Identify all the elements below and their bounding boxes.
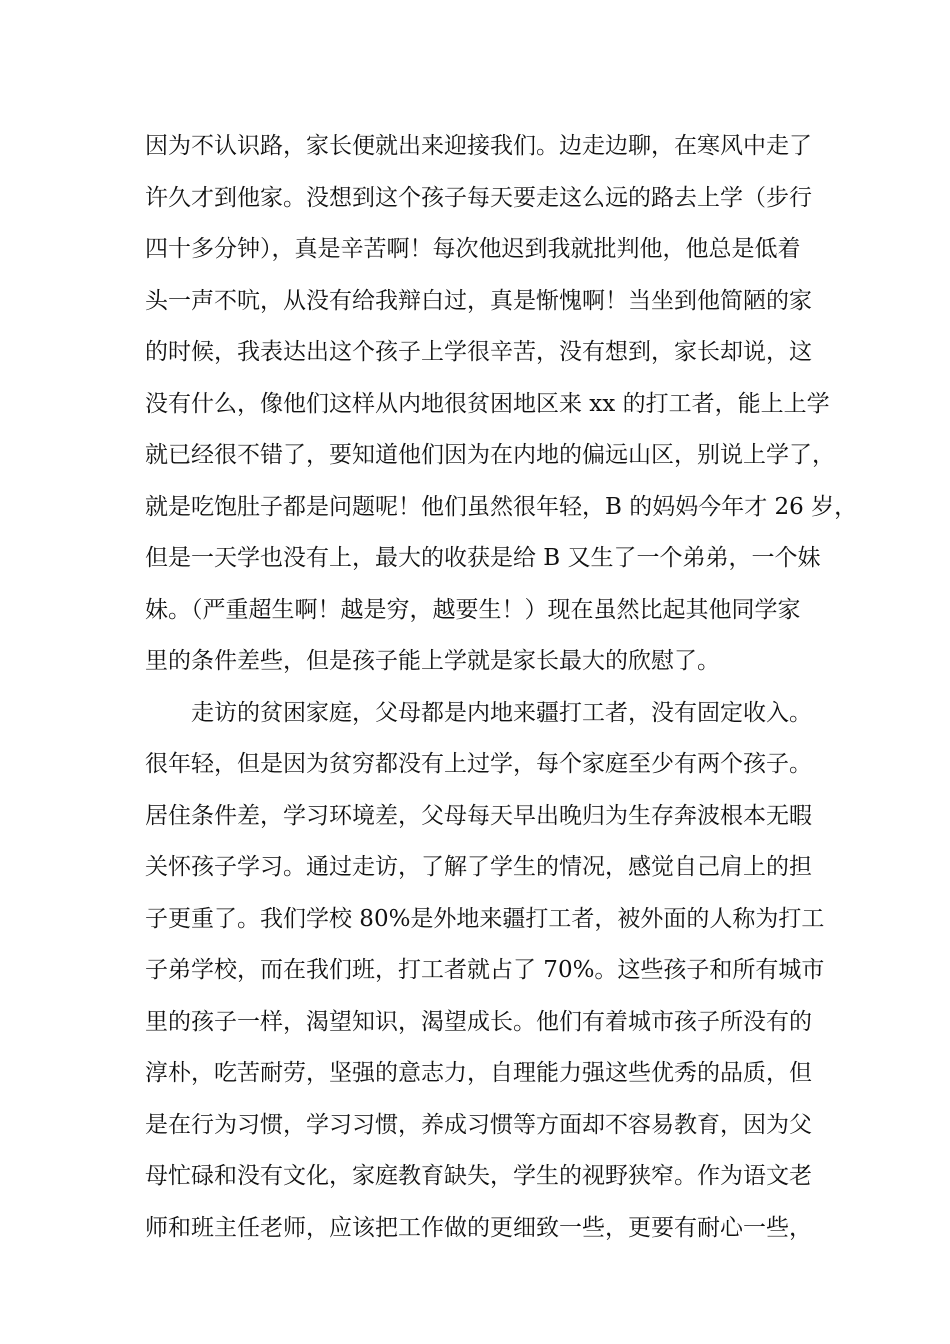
text-line: 妹。（严重超生啊！越是穷，越要生！）现在虽然比起其他同学家 <box>145 596 801 623</box>
text-line: 没有什么，像他们这样从内地很贫困地区来 xx 的打工者，能上上学 <box>145 390 830 417</box>
text-line: 子更重了。我们学校 80%是外地来疆打工者，被外面的人称为打工 <box>145 905 825 932</box>
text-line: 但是一天学也没有上，最大的收获是给 B 又生了一个弟弟，一个妹 <box>145 545 821 571</box>
text-line: 关怀孩子学习。通过走访，了解了学生的情况，感觉自己肩上的担 <box>145 854 812 880</box>
text-line: 淳朴，吃苦耐劳，坚强的意志力，自理能力强这些优秀的品质，但 <box>145 1060 812 1086</box>
text-line: 四十多分钟），真是辛苦啊！每次他迟到我就批判他，他总是低着 <box>145 236 801 262</box>
text-line: 子弟学校，而在我们班，打工者就占了 70%。这些孩子和所有城市 <box>145 957 825 983</box>
text-line: 就是吃饱肚子都是问题呢！他们虽然很年轻，B 的妈妈今年才 26 岁， <box>145 493 858 520</box>
text-line: 里的条件差些，但是孩子能上学就是家长最大的欣慰了。 <box>145 648 720 674</box>
text-line: 的时候，我表达出这个孩子上学很辛苦，没有想到，家长却说，这 <box>145 339 812 365</box>
text-line: 居住条件差，学习环境差，父母每天早出晚归为生存奔波根本无暇 <box>145 802 812 829</box>
text-line: 许久才到他家。没想到这个孩子每天要走这么远的路去上学（步行 <box>145 184 812 211</box>
text-line: 很年轻，但是因为贫穷都没有上过学，每个家庭至少有两个孩子。 <box>145 751 812 777</box>
text-line: 头一声不吭，从没有给我辩白过，真是惭愧啊！当坐到他简陋的家 <box>145 287 812 314</box>
paragraph-2 <box>145 695 825 1262</box>
text-line: 里的孩子一样，渴望知识，渴望成长。他们有着城市孩子所没有的 <box>145 1008 812 1035</box>
text-line: 师和班主任老师，应该把工作做的更细致一些，更要有耐心一些， <box>145 1214 812 1241</box>
document-body <box>145 128 858 1261</box>
paragraph-1 <box>145 128 858 695</box>
text-line: 是在行为习惯，学习习惯，养成习惯等方面却不容易教育，因为父 <box>145 1111 812 1138</box>
text-line-indented: 走访的贫困家庭，父母都是内地来疆打工者，没有固定收入。 <box>191 699 812 726</box>
text-line: 就已经很不错了，要知道他们因为在内地的偏远山区，别说上学了， <box>145 442 835 468</box>
text-line: 母忙碌和没有文化，家庭教育缺失，学生的视野狭窄。作为语文老 <box>145 1163 812 1189</box>
text-line: 因为不认识路，家长便就出来迎接我们。边走边聊，在寒风中走了 <box>145 133 812 159</box>
